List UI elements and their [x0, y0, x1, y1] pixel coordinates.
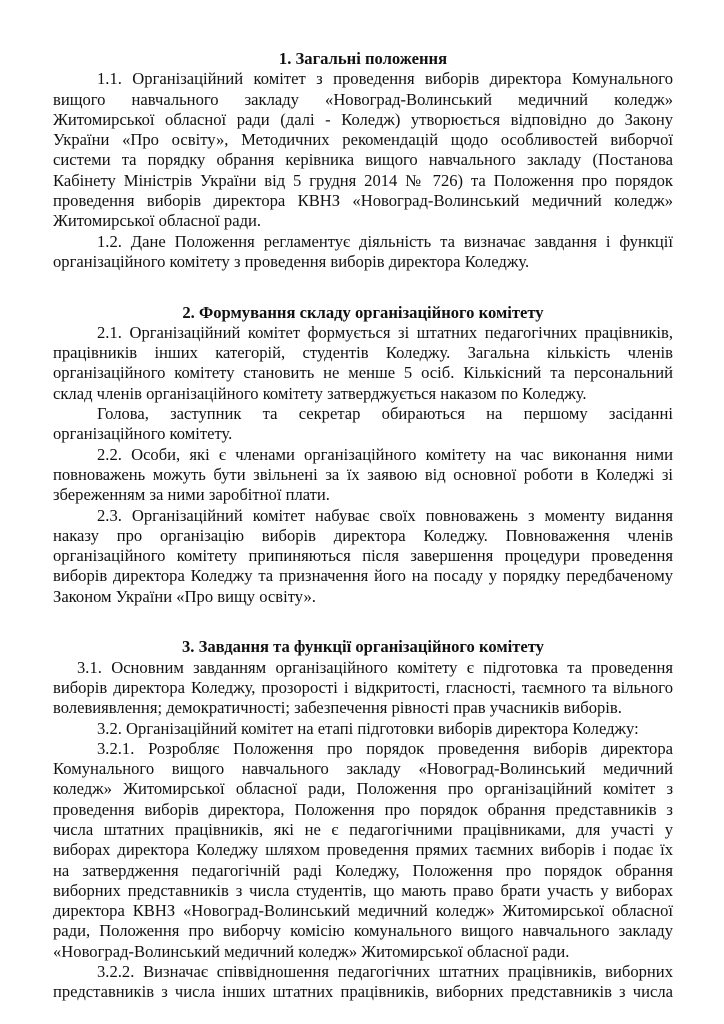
paragraph-line: коледж» Житомирської обласної ради, Положення про організаційний комітет з	[53, 779, 673, 799]
paragraph-line: 3.2.2. Визначає співвідношення педагогічних штатних працівників, виборних	[97, 962, 673, 982]
paragraph-line: Житомирської обласної ради.	[53, 211, 262, 231]
paragraph-line: виборів директора Коледжу та призначення його на посаду у порядку передбаченому	[53, 566, 673, 586]
paragraph-line: проведення виборів директора, Положення про порядок обрання представників з	[53, 799, 673, 819]
paragraph-line: представників з числа інших штатних працівників, виборних представників з числа	[53, 982, 673, 1002]
paragraph-line: організаційного комітету з проведення виборів директора Коледжу.	[53, 251, 530, 271]
paragraph-line: волевиявлення; демократичності; забезпечення рівності прав учасників виборів.	[53, 698, 622, 718]
paragraph-line: працівників інших категорій, студентів Коледжу. Загальна кількість членів	[53, 343, 673, 363]
paragraph-line: 2.2. Особи, які є членами організаційного комітету на час виконання ними	[97, 444, 673, 464]
paragraph-line: організаційного комітету припиняються після завершення процедури проведення	[53, 546, 673, 566]
paragraph-line: Голова, заступник та секретар обираються на першому засіданні	[97, 404, 673, 424]
spacer	[53, 627, 673, 637]
paragraph-line: Житомирської обласної ради (далі - Коледж) утворюється відповідно до Закону	[53, 109, 673, 129]
spacer	[53, 607, 673, 627]
paragraph-line: виборів директора Коледжу, прозорості і відкритості, гласності, таємного та вільного	[53, 677, 673, 697]
paragraph-line: вищого навчального закладу «Новоград-Волинський медичний коледж»	[53, 89, 673, 109]
paragraph-line: ради, Положення про виборчу комісію комунального вищого навчального закладу	[53, 921, 673, 941]
spacer	[53, 272, 673, 292]
paragraph-line: системи та порядку обрання керівника вищого навчального закладу (Постанова	[53, 150, 673, 170]
section-3-heading: 3. Завдання та функції організаційного комітету	[182, 637, 544, 657]
paragraph-line: Законом України «Про вищу освіту».	[53, 586, 316, 606]
paragraph-line: директора КВНЗ «Новоград-Волинський медичний коледж» Житомирської обласної	[53, 901, 673, 921]
paragraph-line: України «Про освіту», Методичних рекомендацій щодо особливостей виборчої	[53, 130, 673, 150]
paragraph-line: числа штатних працівників, які не є педагогічними працівниками, для участі у	[53, 819, 673, 839]
paragraph-line: 1.1. Організаційний комітет з проведення виборів директора Комунального	[97, 69, 673, 89]
paragraph-line: Кабінету Міністрів України від 5 грудня 2014 № 726) та Положення про порядок	[53, 170, 673, 190]
paragraph-line: склад членів організаційного комітету затверджується наказом по Коледжу.	[53, 383, 587, 403]
paragraph-line: 2.1. Організаційний комітет формується зі штатних педагогічних працівників,	[97, 322, 673, 342]
paragraph-line: на затвердження педагогічній раді Коледжу, Положення про порядок обрання	[53, 860, 673, 880]
paragraph-line: збереженням за ними заробітної плати.	[53, 485, 330, 505]
paragraph-line: проведення виборів директора КВНЗ «Новоград-Волинський медичний коледж»	[53, 191, 673, 211]
document-page	[53, 49, 673, 1003]
paragraph-line: 3.2.1. Розробляє Положення про порядок проведення виборів директора	[97, 738, 673, 758]
paragraph-line: наказу про організацію виборів директора Коледжу. Повноваження членів	[53, 525, 673, 545]
section-2-heading: 2. Формування складу організаційного комітету	[182, 302, 544, 322]
paragraph-line: 2.3. Організаційний комітет набуває своїх повноважень з моменту видання	[97, 505, 673, 525]
section-1-heading: 1. Загальні положення	[278, 49, 448, 68]
paragraph-line: 3.1. Основним завданням організаційного комітету є підготовка та проведення	[77, 657, 673, 677]
paragraph-line: 1.2. Дане Положення регламентує діяльність та визначає завдання і функції	[97, 231, 673, 251]
paragraph-line: 3.2. Організаційний комітет на етапі підготовки виборів директора Коледжу:	[97, 718, 639, 738]
paragraph-line: виборних представників з числа студентів, що мають право брати участь у виборах	[53, 880, 673, 900]
paragraph-line: повноважень можуть бути звільнені за їх заявою від основної роботи в Коледжі зі	[53, 464, 673, 484]
paragraph-line: організаційного комітету.	[53, 424, 233, 444]
paragraph-line: «Новоград-Волинський медичний коледж» Житомирської обласної ради.	[53, 941, 570, 961]
paragraph-line: Комунального вищого навчального закладу «Новоград-Волинський медичний	[53, 759, 673, 779]
paragraph-line: організаційного комітету становить не менше 5 осіб. Кількісний та персональний	[53, 363, 673, 383]
paragraph-line: виборах директора Коледжу шляхом проведення прямих таємних виборів і подає їх	[53, 840, 673, 860]
spacer	[53, 293, 673, 303]
